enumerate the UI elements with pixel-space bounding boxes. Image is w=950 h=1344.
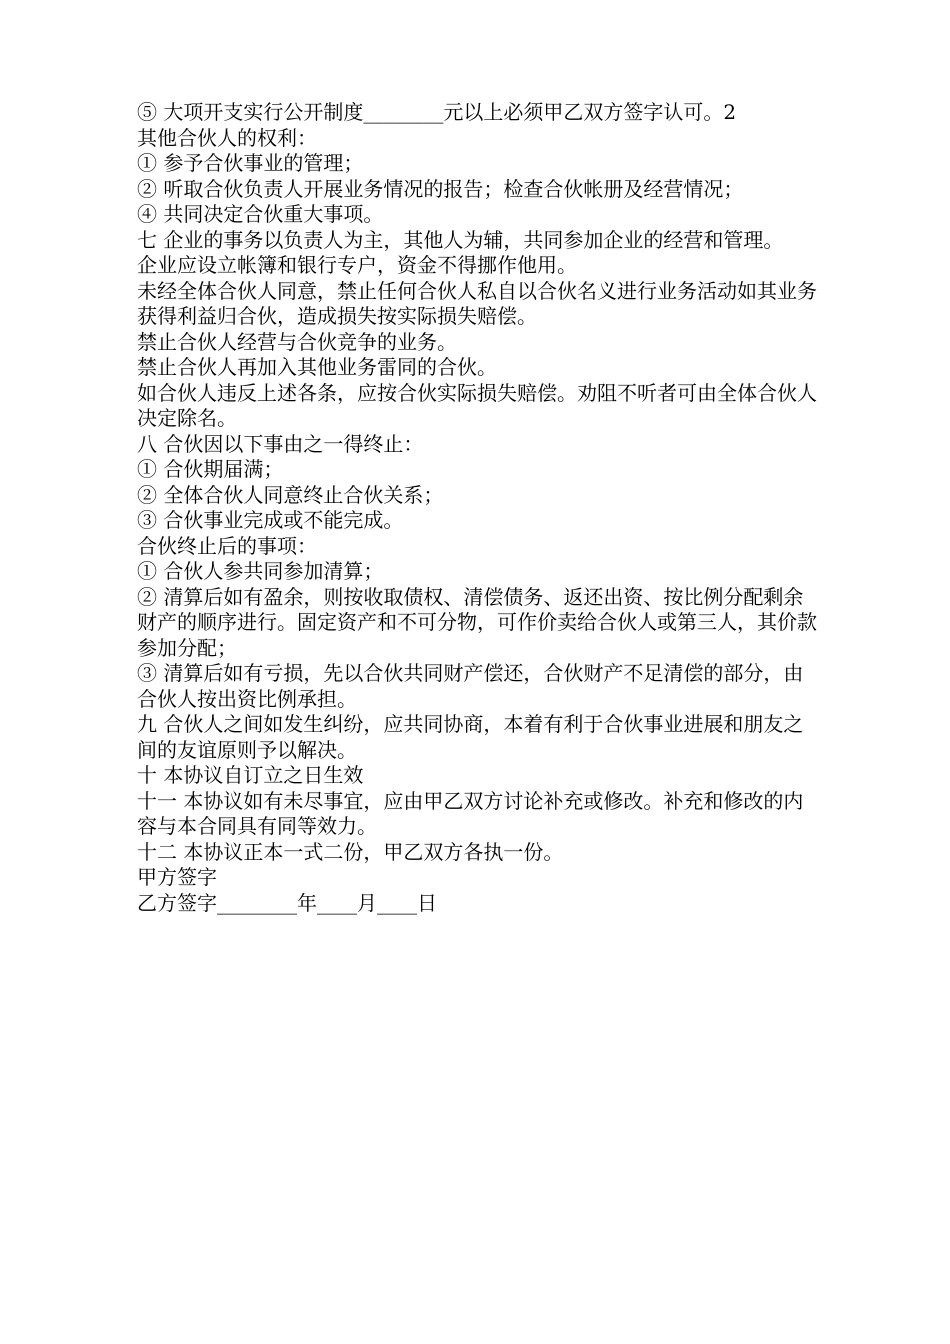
paragraph-right-reports: ② 听取合伙负责人开展业务情况的报告；检查合伙帐册及经营情况； <box>137 176 744 201</box>
paragraph-right-management: ① 参予合伙事业的管理； <box>137 151 364 175</box>
paragraph-section-9: 九 合伙人之间如发生纠纷，应共同协商，本着有利于合伙事业进展和朋友之间的友谊原则予以解决。 <box>137 712 804 762</box>
paragraph-term-expired: ① 合伙期届满； <box>137 457 284 481</box>
paragraph-section-8: 八 合伙因以下事由之一得终止： <box>137 431 424 456</box>
paragraph-business-completed: ③ 合伙事业完成或不能完成。 <box>137 508 404 532</box>
signature-party-b-date: 乙方签字________年____月____日 <box>137 890 437 915</box>
paragraph-section-11: 十一 本协议如有未尽事宜，应由甲乙双方讨论补充或修改。补充和修改的内容与本合同具有同等效力。 <box>137 788 804 838</box>
paragraph-section-7: 七 企业的事务以负责人为主，其他人为辅，共同参加企业的经营和管理。 <box>137 227 784 252</box>
paragraph-no-competition: 禁止合伙人经营与合伙竞争的业务。 <box>137 329 457 354</box>
paragraph-other-partner-rights: 其他合伙人的权利： <box>137 125 317 150</box>
paragraph-violation-compensation: 如合伙人违反上述各条，应按合伙实际损失赔偿。劝阻不听者可由全体合伙人决定除名。 <box>137 380 817 430</box>
paragraph-liquidation: ① 合伙人参共同参加清算； <box>137 559 384 583</box>
paragraph-all-agree-termination: ② 全体合伙人同意终止合伙关系； <box>137 482 444 507</box>
paragraph-surplus-distribution: ② 清算后如有盈余，则按收取债权、清偿债务、返还出资、按比例分配剩余财产的顺序进行。固定资产和不可分物，可作价卖给合伙人或第三人，其价款参加分配； <box>137 584 817 660</box>
paragraph-section-12: 十二 本协议正本一式二份，甲乙双方各执一份。 <box>137 839 564 864</box>
paragraph-expense-rule: ⑤ 大项开支实行公开制度________元以上必须甲乙双方签字认可。2 <box>137 100 737 124</box>
paragraph-private-business: 未经全体合伙人同意，禁止任何合伙人私自以合伙名义进行业务活动如其业务获得利益归合伙，造成损失按实际损失赔偿。 <box>137 278 817 328</box>
document-body <box>137 100 817 916</box>
paragraph-bank-account: 企业应设立帐簿和银行专户，资金不得挪作他用。 <box>137 253 577 277</box>
paragraph-right-major-decisions: ④ 共同决定合伙重大事项。 <box>137 202 384 226</box>
paragraph-after-termination: 合伙终止后的事项： <box>137 533 317 558</box>
paragraph-loss-sharing: ③ 清算后如有亏损，先以合伙共同财产偿还，合伙财产不足清偿的部分，由合伙人按出资比例承担。 <box>137 661 804 711</box>
paragraph-no-similar-partnership: 禁止合伙人再加入其他业务雷同的合伙。 <box>137 355 497 379</box>
paragraph-section-10: 十 本协议自订立之日生效 <box>137 763 364 787</box>
signature-party-a: 甲方签字 <box>137 865 217 889</box>
